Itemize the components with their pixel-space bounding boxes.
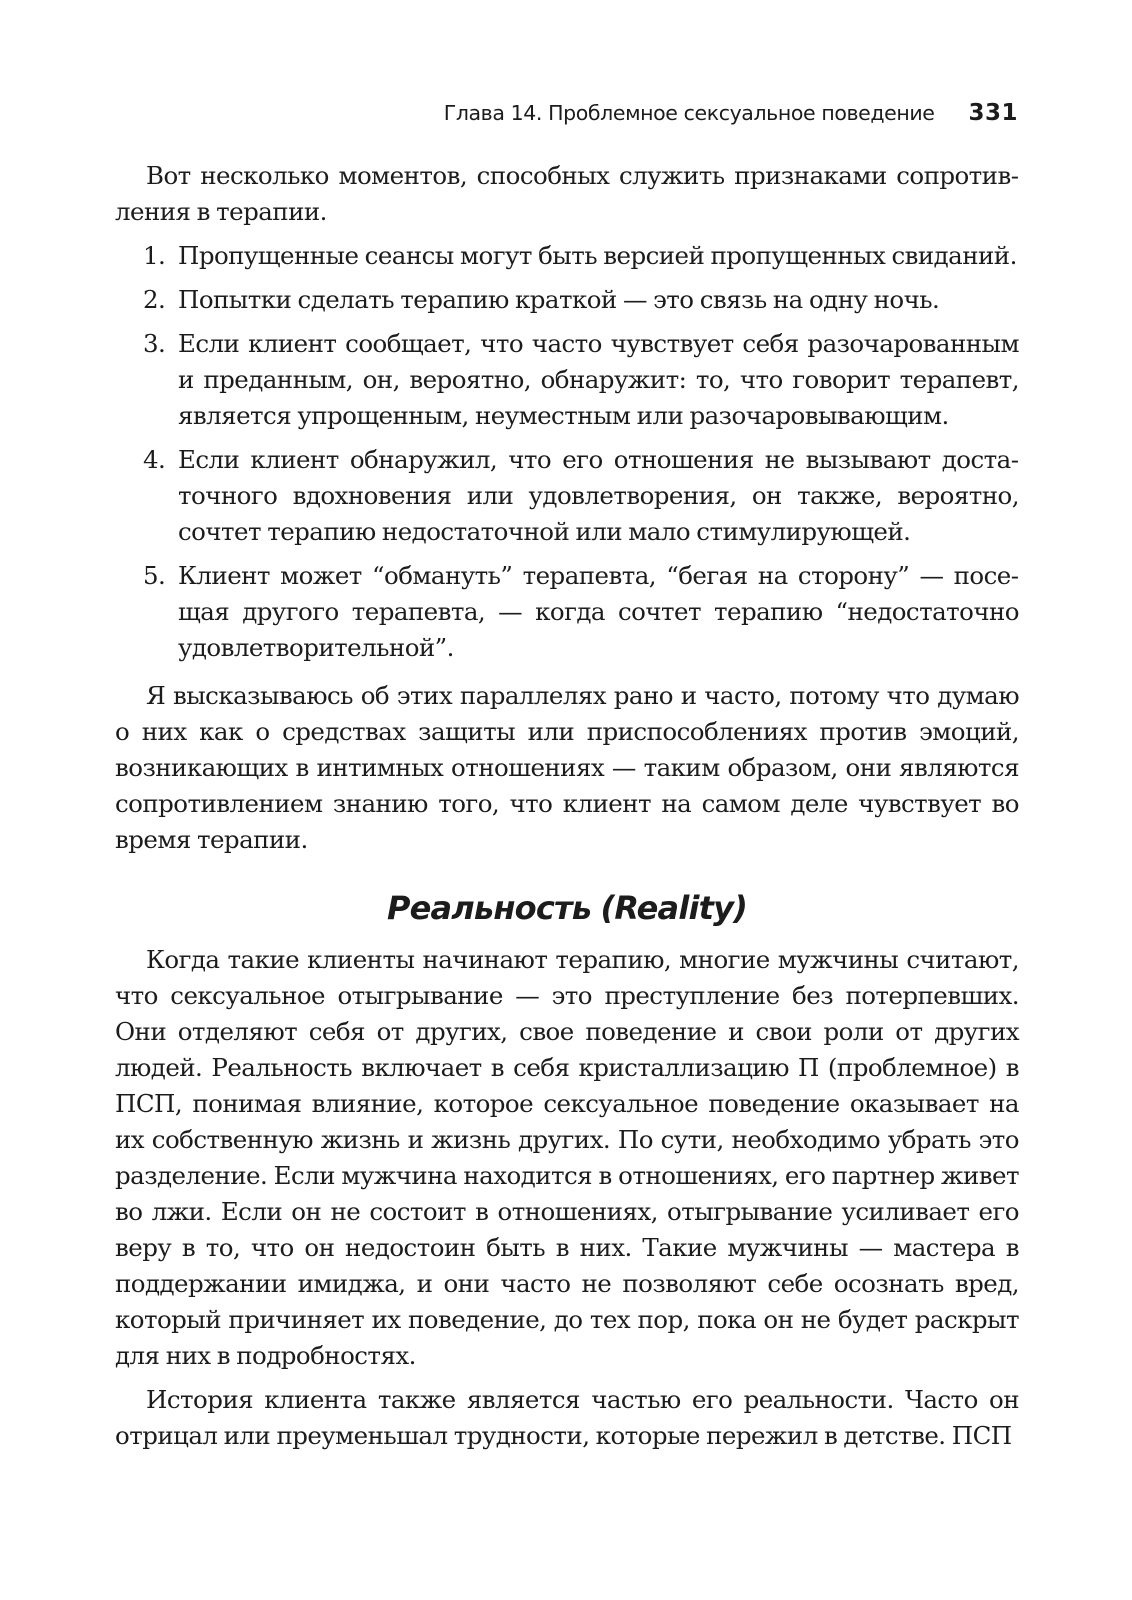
list-item-text: Клиент может “обмануть” терапевта, “бегая на сторону” — посещая другого терапевта, — когда сочтет терапию “недостаточно удовлетворительной”. bbox=[178, 561, 1019, 662]
list-item bbox=[115, 326, 1019, 434]
section-paragraph: Когда такие клиенты начинают терапию, многие мужчины считают, что сексуальное отыгрывание — это преступление без потерпевших. Они отделяют себя от других, свое поведение и свои роли от других людей. Реальность включает в себя кристаллизацию П (проблемное) в ПСП, понимая влияние, которое сексуальное поведение оказывает на их собственную жизнь и жизнь других. По сути, необходимо убрать это разделение. Если мужчина находится в отношениях, его партнер живет во лжи. Если он не состоит в отношениях, отыгрывание усиливает его веру в то, что он недостоин быть в них. Такие мужчины — мастера в поддержании имиджа, и они часто не позволяют себе осознать вред, который причиняет их поведение, до тех пор, пока он не будет раскрыт для них в подробностях. bbox=[115, 945, 1019, 1370]
page-number: 331 bbox=[968, 100, 1018, 126]
list-item-text: Если клиент обнаружил, что его отношения не вызывают достаточного вдохновения или удовлетворения, он также, вероятно, сочтет терапию недостаточной или мало стимулирующей. bbox=[178, 445, 1019, 546]
list-item bbox=[115, 558, 1019, 666]
list-item-number: 1. bbox=[143, 241, 166, 270]
list-item-text: Попытки сделать терапию краткой — это связь на одну ночь. bbox=[178, 285, 940, 314]
list-item-number: 4. bbox=[143, 445, 166, 474]
intro-paragraph: Вот несколько моментов, способных служить признаками сопротивления в терапии. bbox=[115, 161, 1019, 226]
running-title: Глава 14. Проблемное сексуальное поведение bbox=[443, 101, 935, 125]
section-paragraph: История клиента также является частью его реальности. Часто он отрицал или преуменьшал трудности, которые пережил в детстве. ПСП bbox=[115, 1385, 1019, 1450]
list-item-number: 5. bbox=[143, 561, 166, 590]
list-item-number: 2. bbox=[143, 285, 166, 314]
list-item bbox=[115, 282, 1019, 318]
paragraph-after-list: Я высказываюсь об этих параллелях рано и часто, потому что думаю о них как о средствах защиты или приспособлениях против эмоций, возникающих в интимных отношениях — таким образом, они являются сопротивлением знанию того, что клиент на самом деле чувствует во время терапии. bbox=[115, 681, 1019, 854]
list-item bbox=[115, 442, 1019, 550]
list-item-text: Если клиент сообщает, что часто чувствует себя разочарованным и преданным, он, вероятно, обнаружит: то, что говорит терапевт, является упрощенным, неуместным или разочаровывающим. bbox=[178, 329, 1019, 430]
body-text bbox=[115, 158, 1019, 1462]
resistance-signs-list bbox=[115, 238, 1019, 666]
list-item-text: Пропущенные сеансы могут быть версией пропущенных свиданий. bbox=[178, 241, 1017, 270]
list-item-number: 3. bbox=[143, 329, 166, 358]
running-header bbox=[440, 100, 1018, 134]
section-heading: Реальность (Reality) bbox=[386, 889, 748, 927]
list-item bbox=[115, 238, 1019, 274]
